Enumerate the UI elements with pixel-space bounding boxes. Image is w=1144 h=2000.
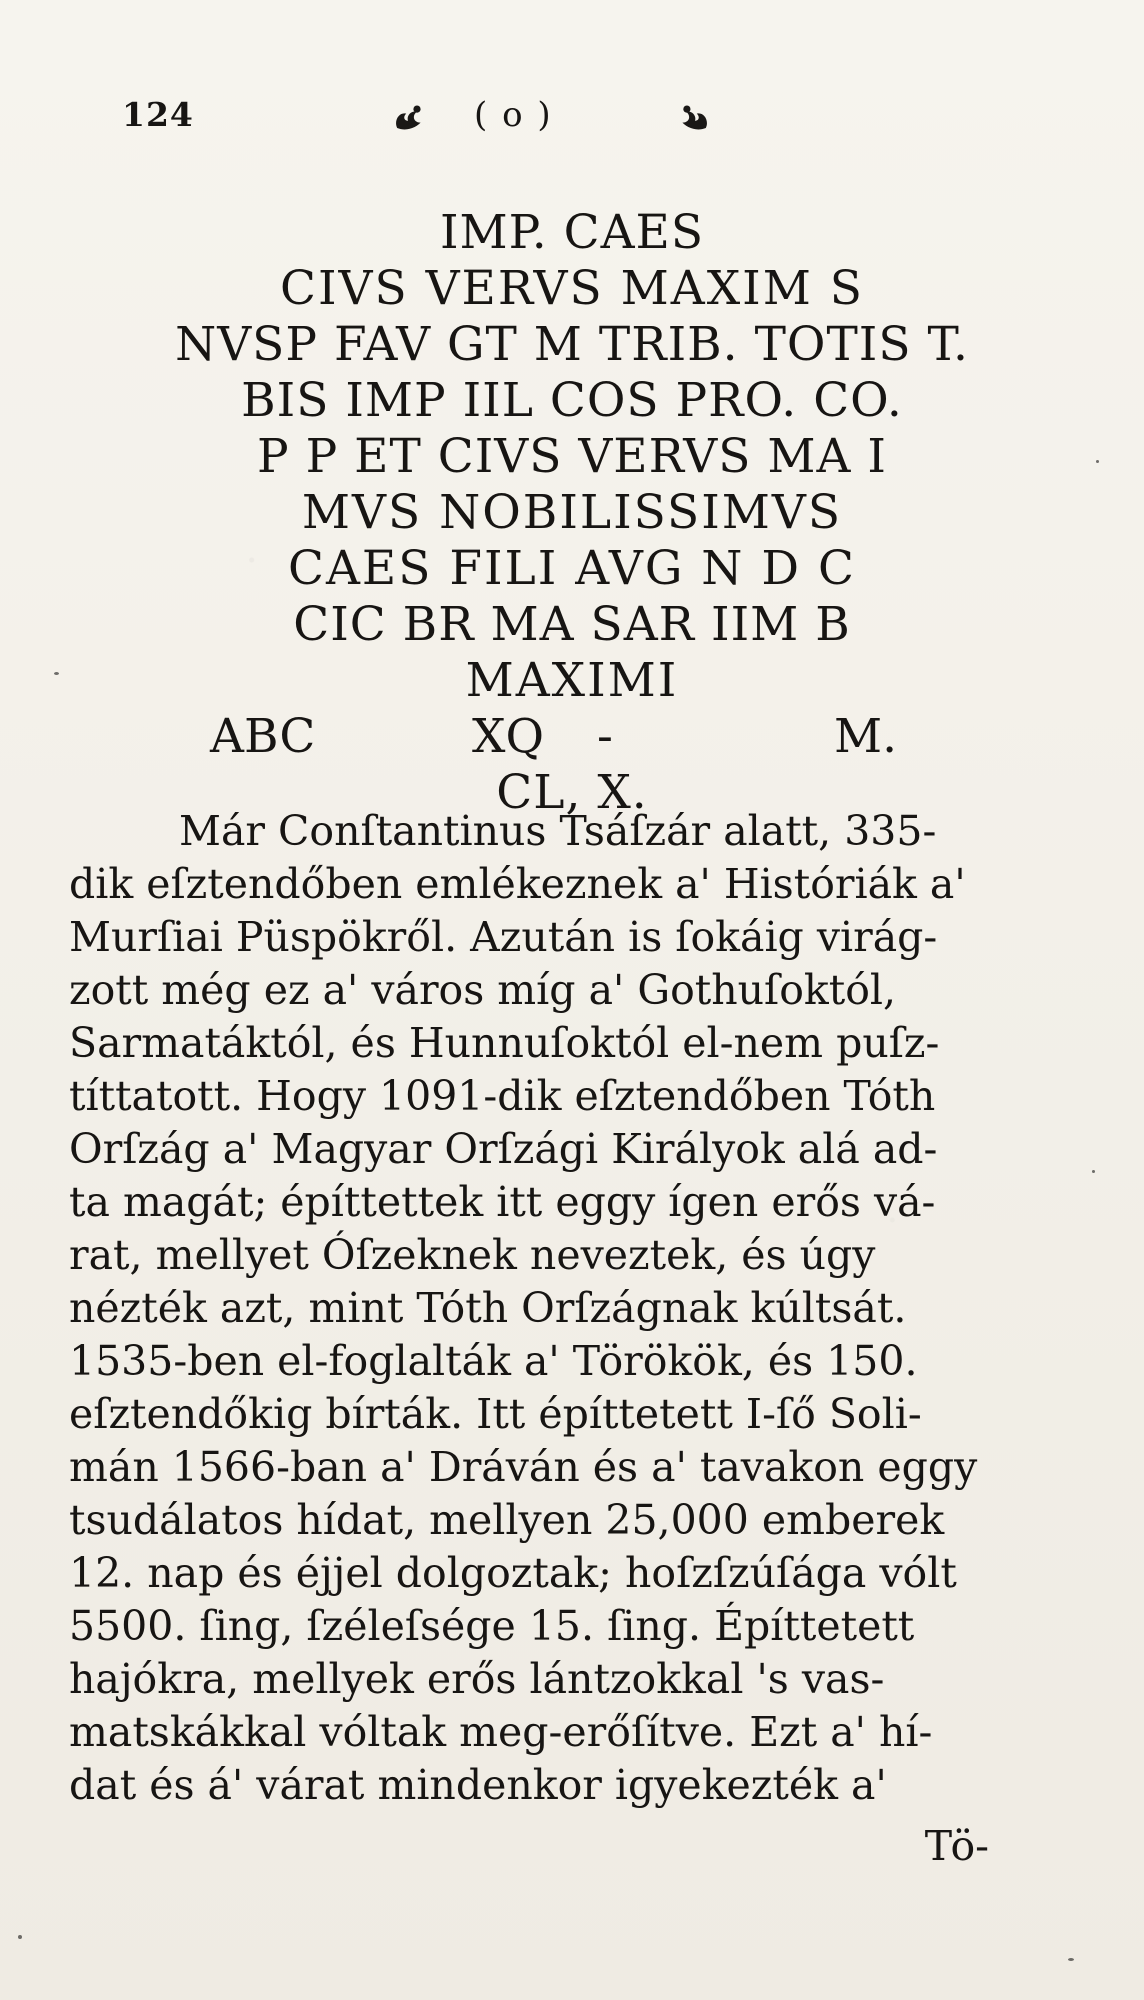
ink-speck [54, 672, 59, 675]
body-line: Már Conſtantinus Tsáſzár alatt, 335- [179, 807, 937, 855]
ink-speck [1092, 1170, 1095, 1173]
inscription-m: M. [834, 709, 898, 764]
body-line: Murſiai Püspökről. Azután is ſokáig virág- [69, 913, 938, 961]
inscription-abc: ABC [210, 709, 316, 764]
body-line: 5500. ſing, ſzéleſsége 15. ſing. Építtetett [69, 1602, 915, 1650]
right-fleuron-icon [677, 101, 713, 137]
roman-inscription [92, 205, 1052, 821]
inscription-closing: CL, X. [496, 765, 648, 820]
inscription-xq: XQ [472, 709, 544, 764]
body-line: Sarmatáktól, és Hunnuſoktól el-nem puſz- [69, 1019, 940, 1067]
inscription-line: CAES FILI AVG N D C [288, 541, 856, 596]
inscription-line: CIVS VERVS MAXIM S [279, 261, 864, 316]
inscription-line: IMP. CAES [439, 205, 705, 260]
folio-mark: ( o ) [474, 95, 553, 135]
body-paragraph [69, 805, 1039, 1873]
inscription-line: MVS NOBILISSIMVS [301, 485, 843, 540]
body-line: títtatott. Hogy 1091-dik eſztendőben Tóth [69, 1072, 936, 1120]
ink-speck [1068, 1958, 1074, 1961]
inscription-line: NVSP FAV GT M TRIB. TOTIS T. [175, 317, 969, 372]
body-line: Orſzág a' Magyar Orſzági Királyok alá ad- [69, 1125, 938, 1173]
body-line: zott még ez a' város míg a' Gothuſoktól, [69, 966, 897, 1014]
body-line: mán 1566-ban a' Dráván és a' tavakon eggy [69, 1443, 978, 1491]
body-line: 1535-ben el-foglalták a' Törökök, és 150. [69, 1337, 918, 1385]
body-line: nézték azt, mint Tóth Orſzágnak kúltsát. [69, 1284, 907, 1332]
body-line: tsudálatos hídat, mellyen 25,000 emberek [69, 1496, 945, 1544]
ink-speck [1096, 460, 1099, 463]
ink-speck [18, 1935, 22, 1939]
inscription-line: P P ET CIVS VERVS MA I [257, 429, 887, 484]
body-line: ta magát; építtettek itt eggy ígen erős vá- [69, 1178, 936, 1226]
body-line: hajókra, mellyek erős lántzokkal 's vas- [69, 1655, 885, 1703]
inscription-abbreviation-row [92, 709, 1052, 765]
body-line: 12. nap és éjjel dolgoztak; hoſzſzúſága vólt [69, 1549, 957, 1597]
inscription-dash: - [597, 709, 613, 764]
inscription-line: MAXIMI [465, 653, 679, 708]
catchword: Tö- [924, 1822, 989, 1870]
page-number: 124 [122, 95, 194, 134]
inscription-line: CIC BR MA SAR IIM B [293, 597, 851, 652]
page-header [122, 95, 942, 145]
body-line: eſztendőkig bírták. Itt építtetett I-ſő Soli- [69, 1390, 922, 1438]
body-line: dik eſztendőben emlékeznek a' Históriák a' [69, 860, 966, 908]
left-fleuron-icon [390, 101, 426, 137]
body-line: matskákkal vóltak meg-erőſítve. Ezt a' hí- [69, 1708, 933, 1756]
body-line: dat és á' várat mindenkor igyekezték a' [69, 1761, 887, 1809]
body-line: rat, mellyet Óſzeknek neveztek, és úgy [69, 1231, 876, 1279]
inscription-line: BIS IMP IIL COS PRO. CO. [241, 373, 903, 428]
